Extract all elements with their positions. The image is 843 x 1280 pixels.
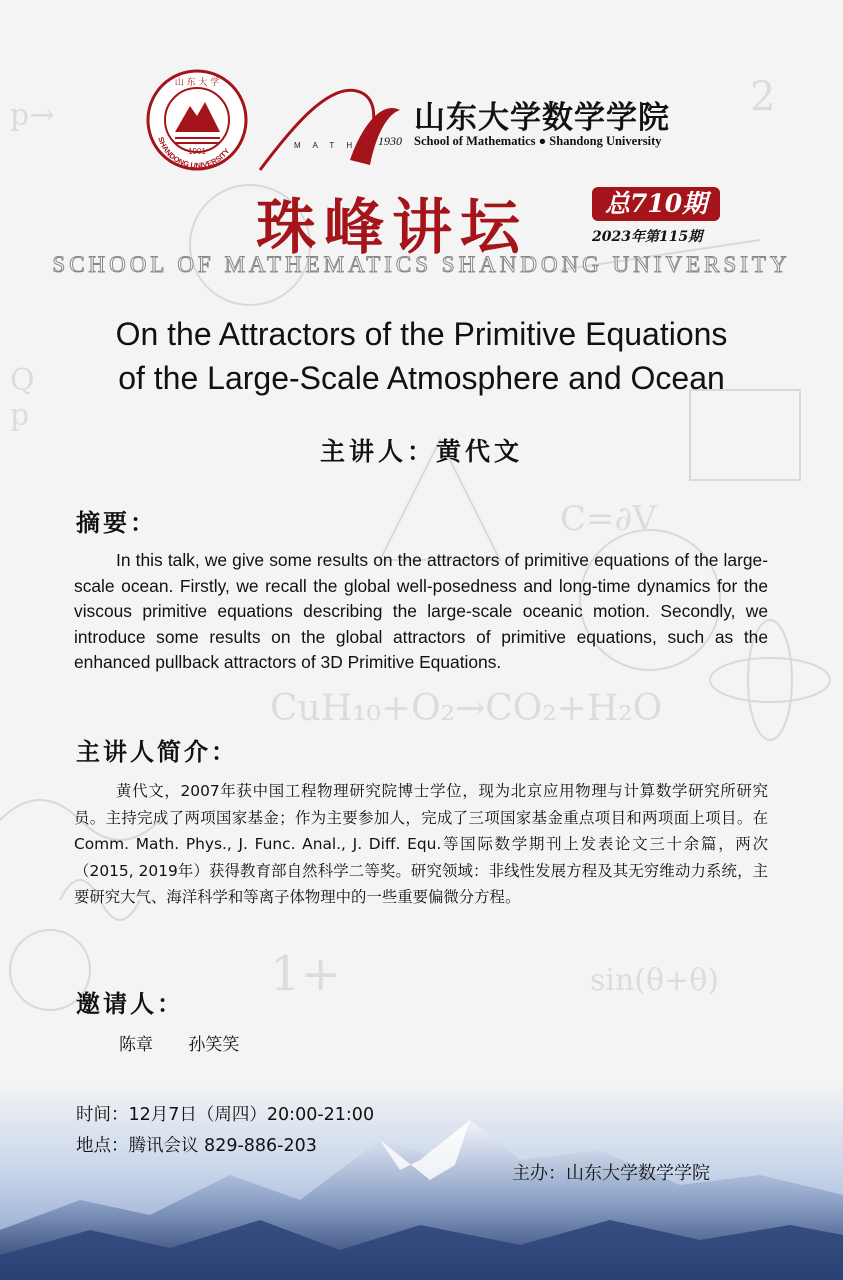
svg-text:SHANDONG UNIVERSITY: SHANDONG UNIVERSITY [156,135,232,171]
inviters-list [119,1030,269,1055]
svg-text:CuH₁₀+O₂→CO₂+H₂O: CuH₁₀+O₂→CO₂+H₂O [270,688,663,729]
event-place: 地点：腾讯会议 829-886-203 [76,1136,317,1156]
math-swoosh-logo [250,70,420,180]
school-name-cn: 山东大学数学学院 [414,100,670,136]
talk-title-line-1: On the Attractors of the Primitive Equations [115,316,728,352]
event-organizer: 主办：山东大学数学学院 [512,1163,710,1184]
svg-text:2: 2 [750,74,776,120]
founding-year: 1930 [378,134,402,148]
speaker-line: 主讲人：黄代文 [319,437,523,466]
svg-text:M A T H: M A T H [294,141,358,150]
svg-text:sin(θ+θ): sin(θ+θ) [590,963,719,998]
svg-text:p→: p→ [10,98,55,133]
university-seal-logo [145,68,249,172]
svg-text:山 东 大 学: 山 东 大 学 [174,78,220,88]
event-time: 时间：12月7日（周四）20:00-21:00 [76,1105,375,1125]
abstract-text: In this talk, we give some results on the attractors of primitive equations of the large-scale ocean. Firstly, we recall the global well-posedness and long-time dynamics for the viscous primitive equations describing the large-scale oceanic motion. Secondly, we introduce some results on the global attractors of primitive equations, such as the enhanced pullback attractors of 3D Primitive Equations. [74,550,768,673]
svg-text:1+: 1+ [270,946,341,1002]
bio-heading: 主讲人简介： [76,738,238,766]
talk-title-line-2: of the Large-Scale Atmosphere and Ocean [118,360,725,396]
series-title: 珠峰讲坛 [256,193,528,263]
svg-text:Q: Q [10,363,35,398]
talk-title [30,312,813,400]
issue-year-number: 2023年第115期 [592,229,703,245]
english-banner: SCHOOL OF MATHEMATICS SHANDONG UNIVERSITY [52,252,791,277]
abstract-heading: 摘要： [76,509,157,537]
svg-text:1901: 1901 [188,147,206,156]
school-name-en: School of Mathematics ● Shandong University [414,134,662,148]
svg-text:C=∂V: C=∂V [560,499,657,539]
inviters-heading: 邀请人： [76,990,184,1018]
bio-text: 黄代文，2007年获中国工程物理研究院博士学位，现为北京应用物理与计算数学研究所研究员。主持完成了两项国家基金；作为主要参加人，完成了三项国家基金重点项目和两项面上项目。在Comm. Math. Phys., J. Func. Anal., J. Diff. Equ.等国际数学期刊上发表论文三十余篇，两次（2015, 2019年）获得教育部自然科学二等奖。研究领域：非线性发展方程及其无穷维动力系统，主要研究大气、海洋科学和等离子体物理中的一些重要偏微分方程。 [74,782,768,907]
inviter-name: 孙笑笑 [188,1035,240,1055]
inviter-name: 陈章 [119,1035,153,1055]
svg-text:p: p [10,398,30,433]
issue-total-badge: 总710期 [592,187,720,221]
